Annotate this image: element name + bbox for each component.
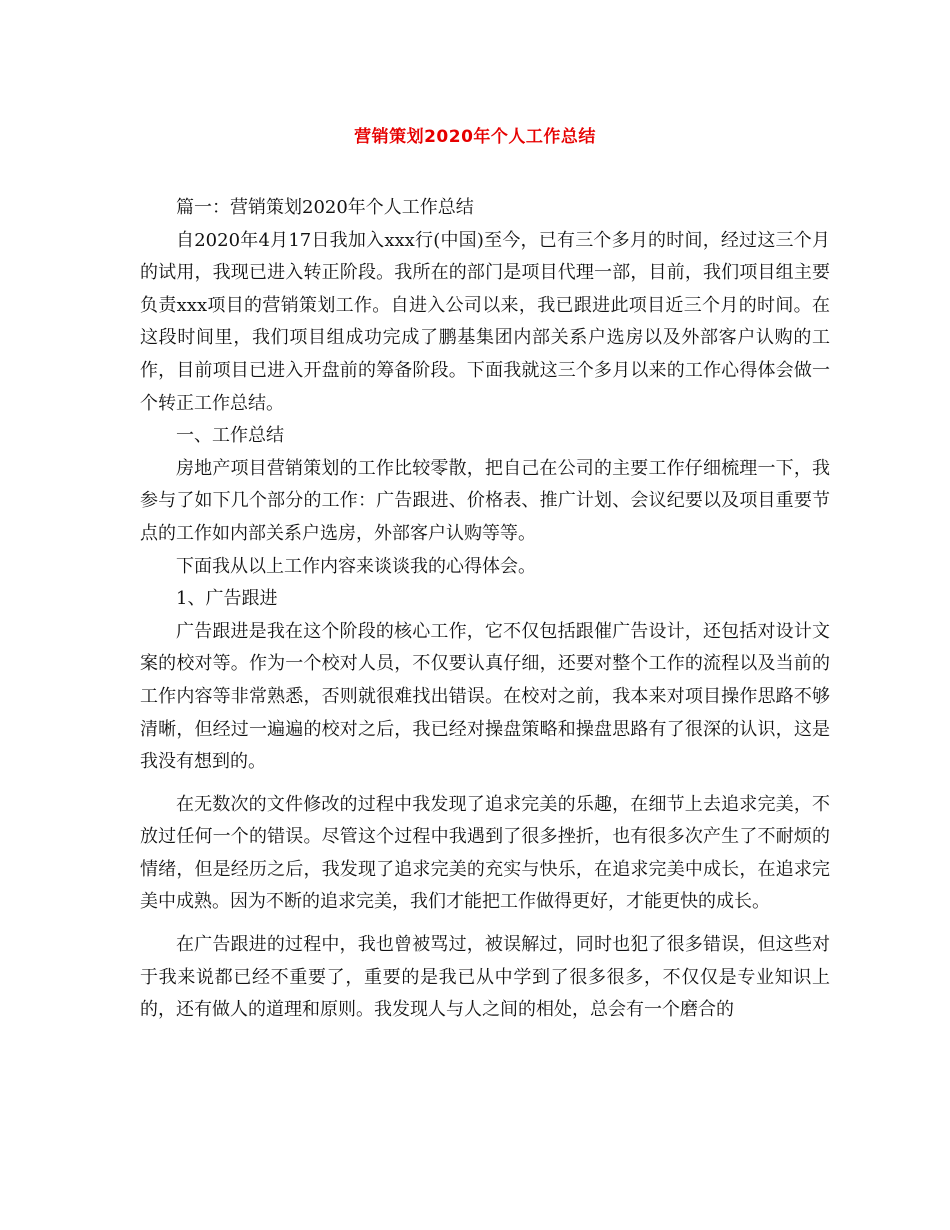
paragraph-ad-followup: 广告跟进是我在这个阶段的核心工作，它不仅包括跟催广告设计，还包括对设计文案的校对等。作为一个校对人员，不仅要认真仔细，还要对整个工作的流程以及当前的工作内容等非常熟悉，否则就很难找出错误。在校对之前，我本来对项目操作思路不够清晰，但经过一遍遍的校对之后，我已经对操盘策略和操盘思路有了很深的认识，这是我没有想到的。 <box>140 620 830 773</box>
document-title: 营销策划2020年个人工作总结 <box>354 127 596 147</box>
paragraph-lessons: 在广告跟进的过程中，我也曾被骂过，被误解过，同时也犯了很多错误，但这些对于我来说都已经不重要了，重要的是我已从中学到了很多很多，不仅仅是专业知识上的，还有做人的道理和原则。我发现人与人之间的相处，总会有一个磨合的 <box>140 934 830 1021</box>
paragraph-work-overview: 房地产项目营销策划的工作比较零散，把自己在公司的主要工作仔细梳理一下，我参与了如下几个部分的工作：广告跟进、价格表、推广计划、会议纪要以及项目重要节点的工作如内部关系户选房，外部客户认购等等。 <box>140 457 830 544</box>
paragraph-intro: 自2020年4月17日我加入xxx行(中国)至今，已有三个多月的时间，经过这三个月的试用，我现已进入转正阶段。我所在的部门是项目代理一部，目前，我们项目组主要负责xxx项目的营销策划工作。自进入公司以来，我已跟进此项目近三个月的时间。在这段时间里，我们项目组成功完成了鹏基集团内部关系户选房以及外部客户认购的工作，目前项目已进入开盘前的筹备阶段。下面我就这三个多月以来的工作心得体会做一个转正工作总结。 <box>140 229 830 414</box>
subheading-ad-followup: 1、广告跟进 <box>176 588 278 610</box>
paragraph-subtitle: 篇一：营销策划2020年个人工作总结 <box>176 197 474 218</box>
document-body <box>140 192 830 1027</box>
section-heading-work-summary: 一、工作总结 <box>176 425 284 447</box>
paragraph-transition: 下面我从以上工作内容来谈谈我的心得体会。 <box>176 555 536 577</box>
paragraph-perfection: 在无数次的文件修改的过程中我发现了追求完美的乐趣，在细节上去追求完美，不放过任何一个的错误。尽管这个过程中我遇到了很多挫折，也有很多次产生了不耐烦的情绪，但是经历之后，我发现了追求完美的充实与快乐，在追求完美中成长，在追求完美中成熟。因为不断的追求完美，我们才能把工作做得更好，才能更快的成长。 <box>140 793 830 913</box>
